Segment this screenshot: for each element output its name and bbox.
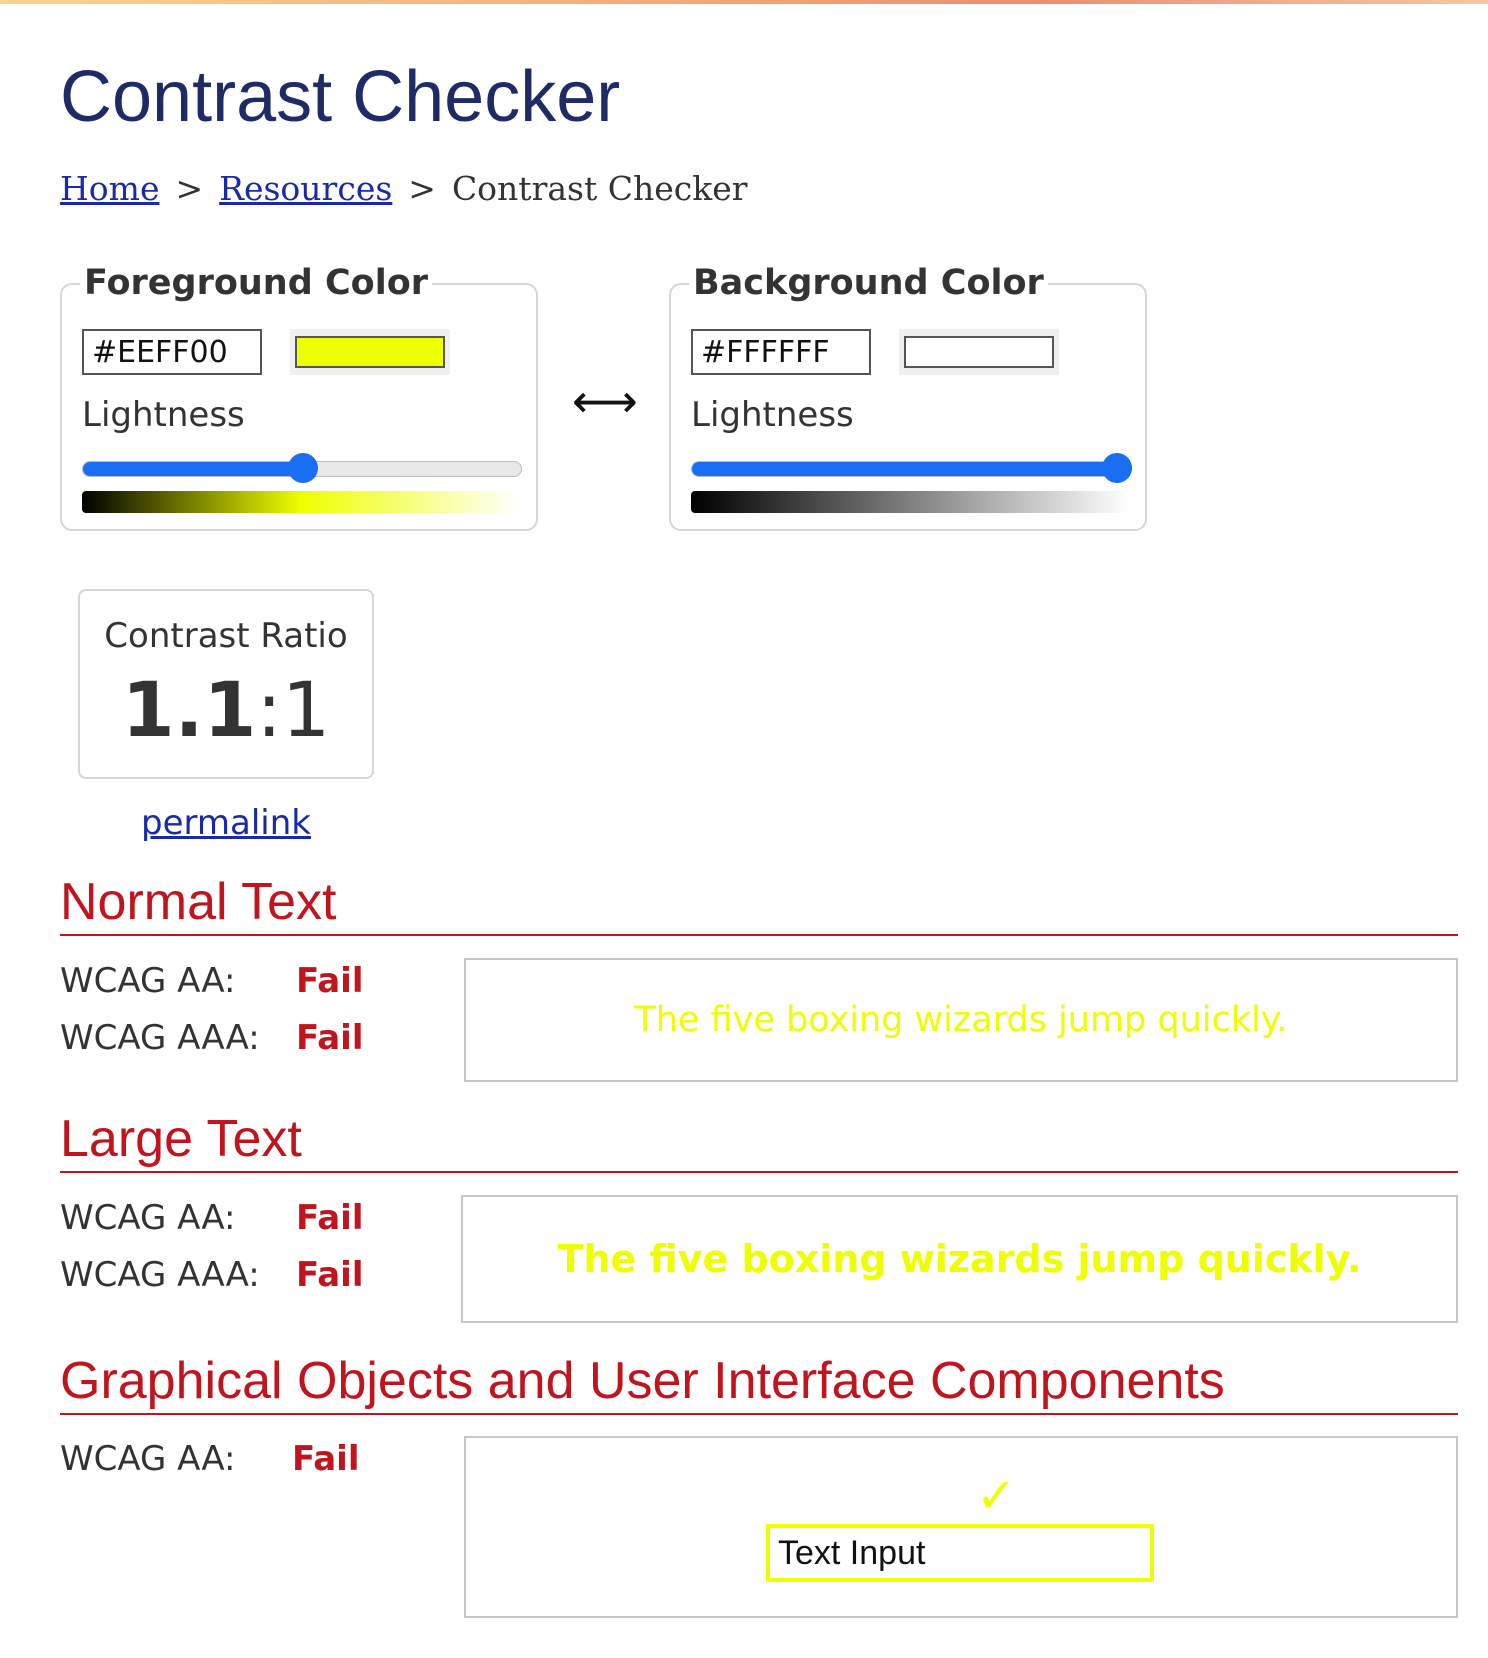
background-lightness-slider[interactable] — [691, 461, 1131, 477]
large-text-sample: The five boxing wizards jump quickly. — [557, 1237, 1362, 1281]
foreground-color-panel — [60, 263, 538, 531]
foreground-lightness-slider[interactable] — [82, 461, 522, 477]
background-lightness-label: Lightness — [691, 395, 854, 435]
breadcrumb-separator: > — [408, 169, 436, 208]
contrast-ratio-label: Contrast Ratio — [104, 616, 348, 656]
foreground-lightness-gradient — [82, 491, 520, 513]
normal-text-heading: Normal Text — [60, 870, 1458, 936]
page-title: Contrast Checker — [60, 57, 621, 137]
swap-arrows-icon[interactable]: ⟷ — [572, 374, 638, 428]
checkmark-icon: ✓ — [976, 1468, 1017, 1524]
breadcrumb-separator: > — [175, 169, 204, 208]
large-aaa-label: WCAG AAA: — [60, 1255, 260, 1295]
large-aa-result: Fail — [296, 1198, 364, 1238]
normal-aa-result: Fail — [296, 961, 364, 1001]
normal-aaa-row — [60, 1015, 364, 1061]
foreground-legend: Foreground Color — [80, 261, 432, 305]
graphical-preview — [464, 1436, 1458, 1618]
normal-aaa-label: WCAG AAA: — [60, 1018, 260, 1058]
contrast-ratio-value — [80, 667, 372, 753]
large-aa-label: WCAG AA: — [60, 1198, 236, 1238]
normal-aaa-result: Fail — [296, 1018, 364, 1058]
breadcrumb-home-link[interactable]: Home — [60, 169, 160, 208]
background-hex-input[interactable] — [691, 329, 871, 375]
large-aa-row — [60, 1195, 364, 1241]
graphical-aa-label: WCAG AA: — [60, 1439, 236, 1479]
contrast-ratio-box — [78, 589, 374, 779]
normal-aa-label: WCAG AA: — [60, 961, 236, 1001]
large-aaa-row — [60, 1252, 364, 1298]
background-slider-fill — [692, 462, 1132, 476]
foreground-lightness-label: Lightness — [82, 395, 245, 435]
graphical-objects-heading: Graphical Objects and User Interface Components — [60, 1349, 1458, 1415]
contrast-ratio-number: 1.1 — [121, 665, 257, 754]
breadcrumb — [60, 166, 748, 212]
large-text-heading: Large Text — [60, 1107, 1458, 1173]
foreground-swatch — [295, 336, 445, 368]
text-input-sample[interactable] — [766, 1524, 1154, 1582]
contrast-ratio-suffix: :1 — [256, 665, 331, 754]
breadcrumb-resources-link[interactable]: Resources — [219, 169, 393, 208]
large-aaa-result: Fail — [296, 1255, 364, 1295]
background-slider-thumb[interactable] — [1102, 453, 1132, 483]
top-gradient-bar — [0, 0, 1488, 4]
foreground-slider-fill — [83, 462, 303, 476]
permalink-link[interactable]: permalink — [141, 803, 311, 843]
graphical-aa-result: Fail — [292, 1439, 360, 1479]
normal-text-preview — [464, 958, 1458, 1082]
background-lightness-gradient — [691, 491, 1129, 513]
graphical-aa-row — [60, 1436, 360, 1482]
background-color-panel — [669, 263, 1147, 531]
background-color-picker[interactable] — [899, 329, 1059, 375]
background-legend: Background Color — [689, 261, 1048, 305]
normal-text-sample: The five boxing wizards jump quickly. — [634, 1000, 1288, 1040]
large-text-preview — [461, 1195, 1458, 1323]
foreground-slider-thumb[interactable] — [288, 453, 318, 483]
foreground-color-picker[interactable] — [290, 329, 450, 375]
breadcrumb-current: Contrast Checker — [451, 169, 748, 208]
foreground-hex-input[interactable] — [82, 329, 262, 375]
normal-aa-row — [60, 958, 364, 1004]
background-swatch — [904, 336, 1054, 368]
